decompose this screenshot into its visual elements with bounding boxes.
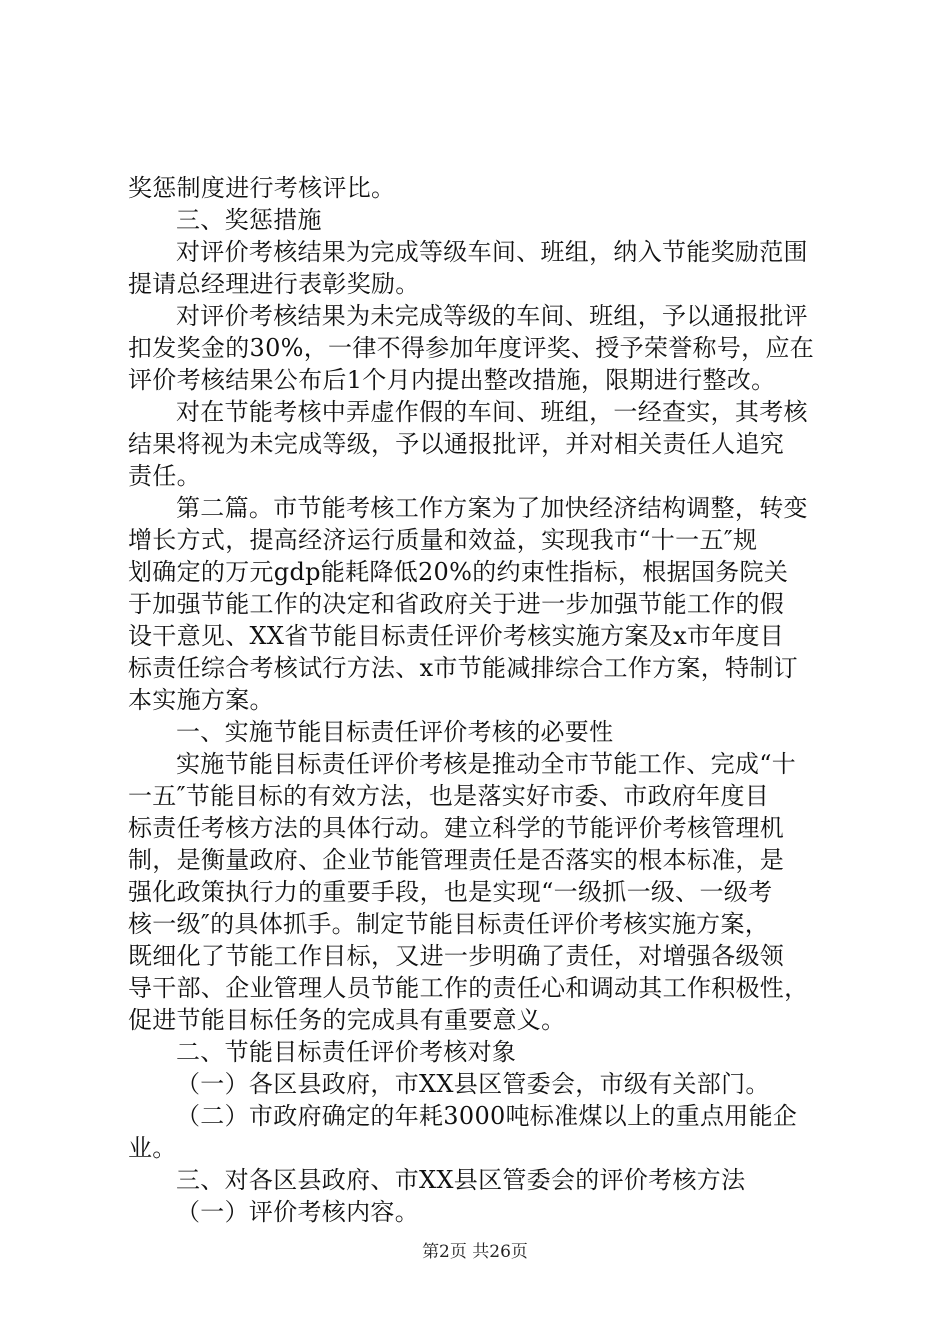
- text-line: 标责任综合考核试行方法、x市节能减排综合工作方案，特制订: [128, 654, 798, 682]
- text-line: 结果将视为未完成等级，予以通报批评，并对相关责任人追究: [128, 430, 785, 458]
- text-line: 增长方式，提高经济运行质量和效益，实现我市“十一五″规: [128, 526, 758, 554]
- list-item: （一）各区县政府，市XX县区管委会，市级有关部门。: [176, 1070, 770, 1098]
- text-line: 对在节能考核中弄虚作假的车间、班组，一经查实，其考核: [176, 398, 808, 426]
- page-number-footer: 第2页 共26页: [422, 1242, 528, 1262]
- text-line: 实施节能目标责任评价考核是推动全市节能工作、完成“十: [176, 750, 797, 778]
- section-heading: 三、对各区县政府、市XX县区管委会的评价考核方法: [176, 1166, 746, 1194]
- text-line: 扣发奖金的30%，一律不得参加年度评奖、授予荣誉称号，应在: [128, 334, 815, 362]
- text-line: 强化政策执行力的重要手段，也是实现“一级抓一级、一级考: [128, 878, 773, 906]
- list-item: （二）市政府确定的年耗3000吨标准煤以上的重点用能企: [176, 1102, 798, 1130]
- text-line: 导干部、企业管理人员节能工作的责任心和调动其工作积极性，: [128, 974, 809, 1002]
- text-line: 第二篇。市节能考核工作方案为了加快经济结构调整，转变: [176, 494, 808, 522]
- text-line: 业。: [128, 1134, 177, 1162]
- text-line: 标责任考核方法的具体行动。建立科学的节能评价考核管理机: [128, 814, 785, 842]
- text-line: 评价考核结果公布后1个月内提出整改措施，限期进行整改。: [128, 366, 776, 394]
- list-item: （一）评价考核内容。: [176, 1198, 419, 1226]
- text-line: 对评价考核结果为完成等级车间、班组，纳入节能奖励范围: [176, 238, 808, 266]
- text-line: 责任。: [128, 462, 201, 490]
- text-line: 促进节能目标任务的完成具有重要意义。: [128, 1006, 566, 1034]
- text-line: 设干意见、XX省节能目标责任评价考核实施方案及x市年度目: [128, 622, 785, 650]
- document-body: [128, 172, 838, 1228]
- text-line: 既细化了节能工作目标，又进一步明确了责任，对增强各级领: [128, 942, 785, 970]
- text-line: 制，是衡量政府、企业节能管理责任是否落实的根本标准，是: [128, 846, 785, 874]
- section-heading: 二、节能目标责任评价考核对象: [176, 1038, 517, 1066]
- text-line: 一五″节能目标的有效方法，也是落实好市委、市政府年度目: [128, 782, 770, 810]
- text-line: 对评价考核结果为未完成等级的车间、班组，予以通报批评: [176, 302, 808, 330]
- section-heading: 三、奖惩措施: [176, 206, 322, 234]
- text-line: 本实施方案。: [128, 686, 274, 714]
- text-line: 于加强节能工作的决定和省政府关于进一步加强节能工作的假: [128, 590, 785, 618]
- section-heading: 一、实施节能目标责任评价考核的必要性: [176, 718, 614, 746]
- text-line: 核一级″的具体抓手。制定节能目标责任评价考核实施方案，: [128, 910, 770, 938]
- text-line: 奖惩制度进行考核评比。: [128, 174, 396, 202]
- text-line: 提请总经理进行表彰奖励。: [128, 270, 420, 298]
- text-line: 划确定的万元gdp能耗降低20%的约束性指标，根据国务院关: [128, 558, 789, 586]
